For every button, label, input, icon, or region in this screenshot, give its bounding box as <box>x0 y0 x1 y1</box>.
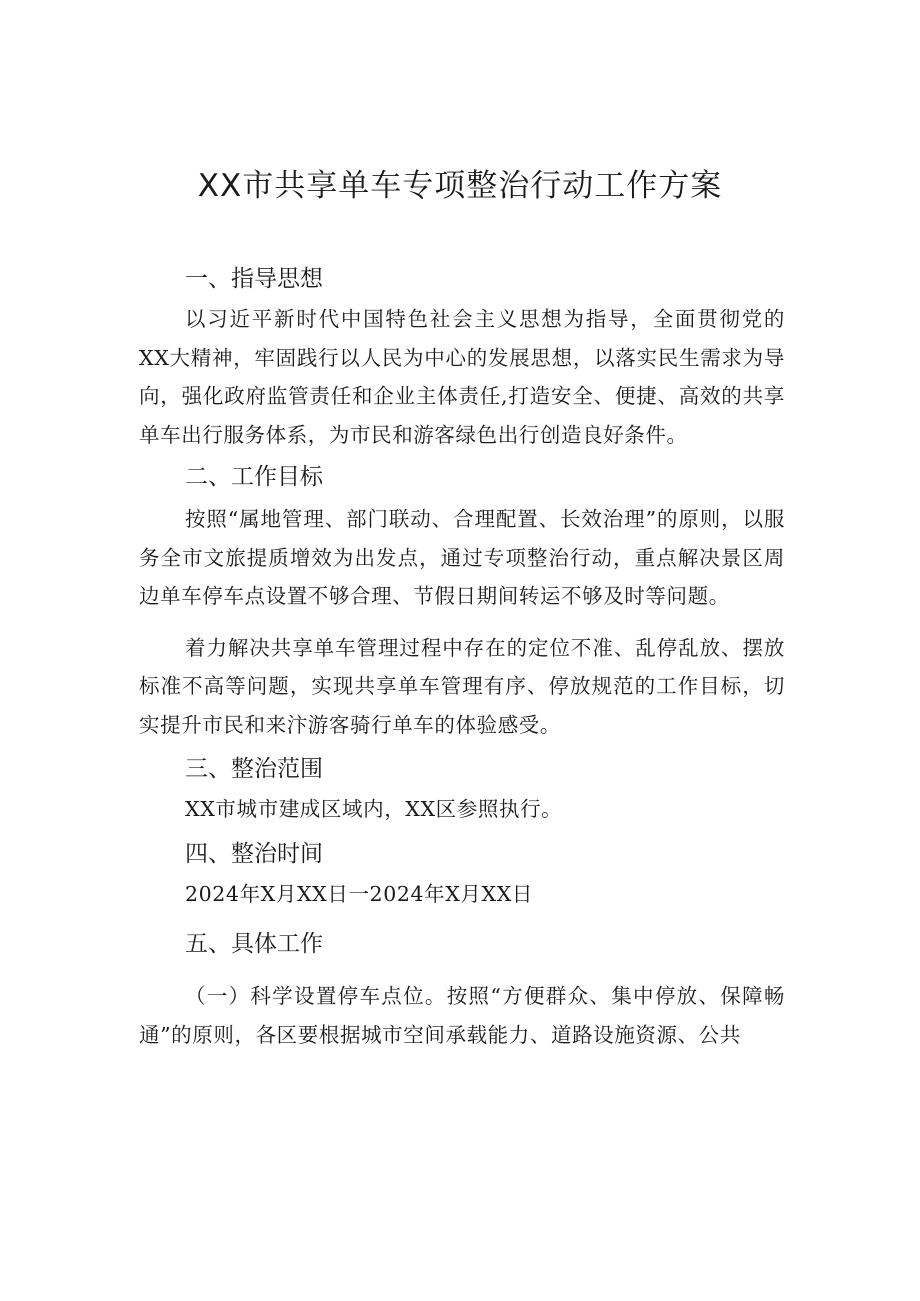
section-heading-scope: 三、整治范围 <box>185 756 323 782</box>
paragraph-guiding-ideology: 以习近平新时代中国特色社会主义思想为指导，全面贯彻党的XX大精神，牢固践行以人民为中心的发展思想，以落实民生需求为导向，强化政府监管责任和企业主体责任,打造安全、便捷、高效的共享单车出行服务体系，为市民和游客绿色出行创造良好条件。 <box>139 307 785 447</box>
paragraph-time: 2024年X月XX日一2024年X月XX日 <box>185 881 534 906</box>
paragraph-scope: XX市城市建成区域内，XX区参照执行。 <box>185 797 563 821</box>
section-heading-time: 四、整治时间 <box>185 840 323 867</box>
section-heading-work-goals: 二、工作目标 <box>185 464 323 490</box>
paragraph-work-goals-1: 按照“属地管理、部门联动、合理配置、长效治理”的原则，以服务全市文旅提质增效为出发点，通过专项整治行动，重点解决景区周边单车停车点设置不够合理、节假日期间转运不够及时等问题。 <box>139 507 785 608</box>
document-body <box>139 258 785 1054</box>
section-heading-specific-work: 五、具体工作 <box>185 931 323 957</box>
paragraph-specific-work-1: （一）科学设置停车点位。按照“方便群众、集中停放、保障畅通”的原则，各区要根据城市空间承载能力、道路设施资源、公共 <box>139 984 785 1047</box>
section-heading-guiding-ideology: 一、指导思想 <box>185 266 323 292</box>
paragraph-work-goals-2: 着力解决共享单车管理过程中存在的定位不准、乱停乱放、摆放标准不高等问题，实现共享单车管理有序、停放规范的工作目标，切实提升市民和来汴游客骑行单车的体验感受。 <box>139 635 785 737</box>
document-title: XX市共享单车专项整治行动工作方案 <box>197 168 723 204</box>
